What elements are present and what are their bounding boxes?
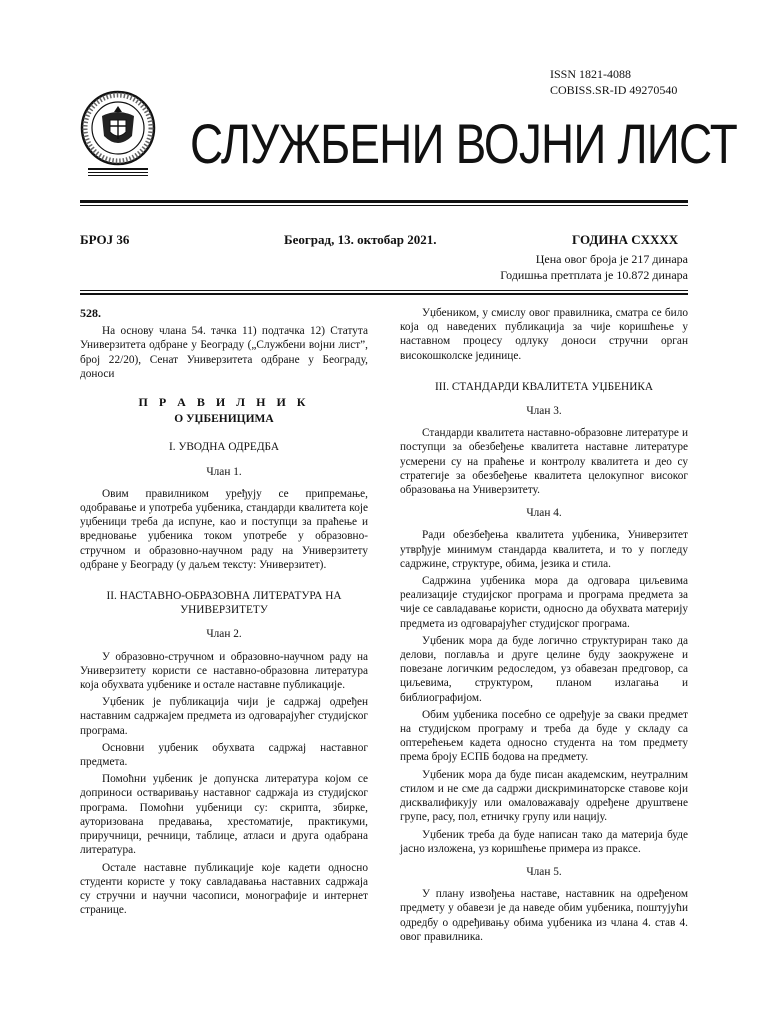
section-heading-3: III. СТАНДАРДИ КВАЛИТЕТА УЏБЕНИКА xyxy=(434,380,654,393)
article-2-paragraph-6: Уџбеником, у смислу овог правилника, сматра се било која од наведених публикација за чије коришћење у наставном процесу одлуку доноси стручни орган високошколске јединице. xyxy=(400,307,688,362)
article-4-heading: Члан 4. xyxy=(526,507,562,520)
article-2-paragraph-3: Основни уџбеник обухвата садржај наставног предмета. xyxy=(80,741,368,769)
article-5-heading: Члан 5. xyxy=(526,865,562,878)
masthead-rule xyxy=(80,200,688,203)
article-2-paragraph-5: Остале наставне публикације које кадети односно студенти користе у току савладавања наставних садржаја су стручни и научни часописи, монографије и интернет странице. xyxy=(80,861,368,917)
preamble: На основу члана 54. тачка 11) подтачка 12) Статута Универзитета одбране у Београду („Службени војни лист”, број 22/20), Сенат Универзитета одбране у Београду, доноси xyxy=(80,325,368,380)
article-4-paragraph-6: Уџбеник треба да буде написан тако да материја буде јасно изложена, уз коришћење примера из праксе. xyxy=(400,828,688,855)
issue-price: Цена овог броја је 217 динара xyxy=(535,252,688,266)
article-4-paragraph-4: Обим уџбеника посебно се одређује за сваки предмет на студијском програму и треба да буде у складу са оптерећењем кадета односно студента на том предмету према броју ЕСПБ бодова на предмету. xyxy=(400,708,688,764)
document-title: П Р А В И Л Н И К xyxy=(138,395,310,410)
coat-of-arms-emblem xyxy=(80,80,156,180)
article-4-paragraph-1: Ради обезбеђења квалитета уџбеника, Универзитет утврђује минимум стандарда квалитета, и то у погледу садржине, структуре, обима, језика и стила. xyxy=(400,529,688,570)
document-subtitle: О УЏБЕНИЦИМА xyxy=(174,413,274,426)
issn-block xyxy=(550,66,677,98)
article-4-paragraph-2: Садржина уџбеника мора да одговара циљевима реализације студијског програма и програма предмета за чије се савладавање користи, односно да обухвата материју предмета из одговарајућег студијског програма. xyxy=(400,575,688,630)
masthead-rule-thin xyxy=(80,205,688,206)
article-4-paragraph-3: Уџбеник мора да буде логично структуриран тако да делови, поглавља и друге целине буду заокружене и повезане логичким редоследом, уз обавезан предговор, са циљевима, структуром, планом излагања и библиографијом. xyxy=(400,634,688,704)
article-2-paragraph-2: Уџбеник је публикација чији је садржај одређен наставним садржајем предмета из одговарајућег студијског програма. xyxy=(80,696,368,737)
article-5-paragraph-1: У плану извођења наставе, наставник на одређеном предмету у обавези је да наведе обим уџбеника, поштујући одредбу о одређивању обима уџбеника из члана 4. став 4. овог правилника. xyxy=(400,888,688,943)
section-heading-2: II. НАСТАВНО-ОБРАЗОВНА ЛИТЕРАТУРА НА УНИВЕРЗИТЕТУ xyxy=(106,590,342,617)
article-4-paragraph-5: Уџбеник мора да буде писан академским, неутралним стилом и не сме да садржи дискриминаторске ставове који дисквалификују или омаловажавају одређене друштвене групе, расу, пол, етничку групу или нацију. xyxy=(400,768,688,824)
right-column xyxy=(400,306,688,947)
article-2-heading: Члан 2. xyxy=(206,628,242,641)
article-3-paragraph-1: Стандарди квалитета наставно-образовне литературе и поступци за обезбеђење квалитета наставне литературе усмерени су на праћење и контролу квалитета и део су стратегије за обезбеђење квалитета целокупног високог образовања на Универзитету. xyxy=(400,427,688,497)
issue-year: ГОДИНА CXXXX xyxy=(572,232,679,247)
content-rule-thick xyxy=(80,293,688,295)
annual-subscription: Годишња претплата је 10.872 динара xyxy=(500,268,688,282)
cobiss-id: COBISS.SR-ID 49270540 xyxy=(550,83,678,97)
article-3-heading: Члан 3. xyxy=(526,405,562,418)
left-column xyxy=(80,306,368,920)
issue-number: БРОЈ 36 xyxy=(80,232,130,247)
article-2-paragraph-4: Помоћни уџбеник је допунска литература којом се доприноси остваривању наставног садржаја из студијског програма. Помоћни уџбеници су: скрипта, збирке, ауторизована предавања, хрестоматије, практикуми, приручници, речници, таблице, атласи и друга одабрана литература. xyxy=(80,773,368,857)
article-1-heading: Члан 1. xyxy=(206,465,242,478)
article-2-paragraph-1: У образовно-стручном и образовно-научном раду на Универзитету користи се наставно-образовна литература која обухвата уџбенике и остале наставне публикације. xyxy=(80,650,368,692)
issn-number: ISSN 1821-4088 xyxy=(550,67,632,81)
content-rule xyxy=(80,290,688,291)
issue-date: Београд, 13. октобар 2021. xyxy=(284,232,437,247)
article-1-paragraph-1: Овим правилником уређују се припремање, одобравање и употреба уџбеника, стандарди квалитета које уџбеници треба да испуне, као и поступци за праћење и вредновање уџбеника током употребе у образовно-стручном и образовно-научном раду на Универзитету одбране у Београду (у даљем тексту: Универзитет). xyxy=(80,487,368,571)
masthead-title: СЛУЖБЕНИ ВОЈНИ ЛИСТ xyxy=(190,112,737,175)
act-number: 528. xyxy=(80,306,101,320)
section-heading-1: I. УВОДНА ОДРЕДБА xyxy=(168,441,280,454)
